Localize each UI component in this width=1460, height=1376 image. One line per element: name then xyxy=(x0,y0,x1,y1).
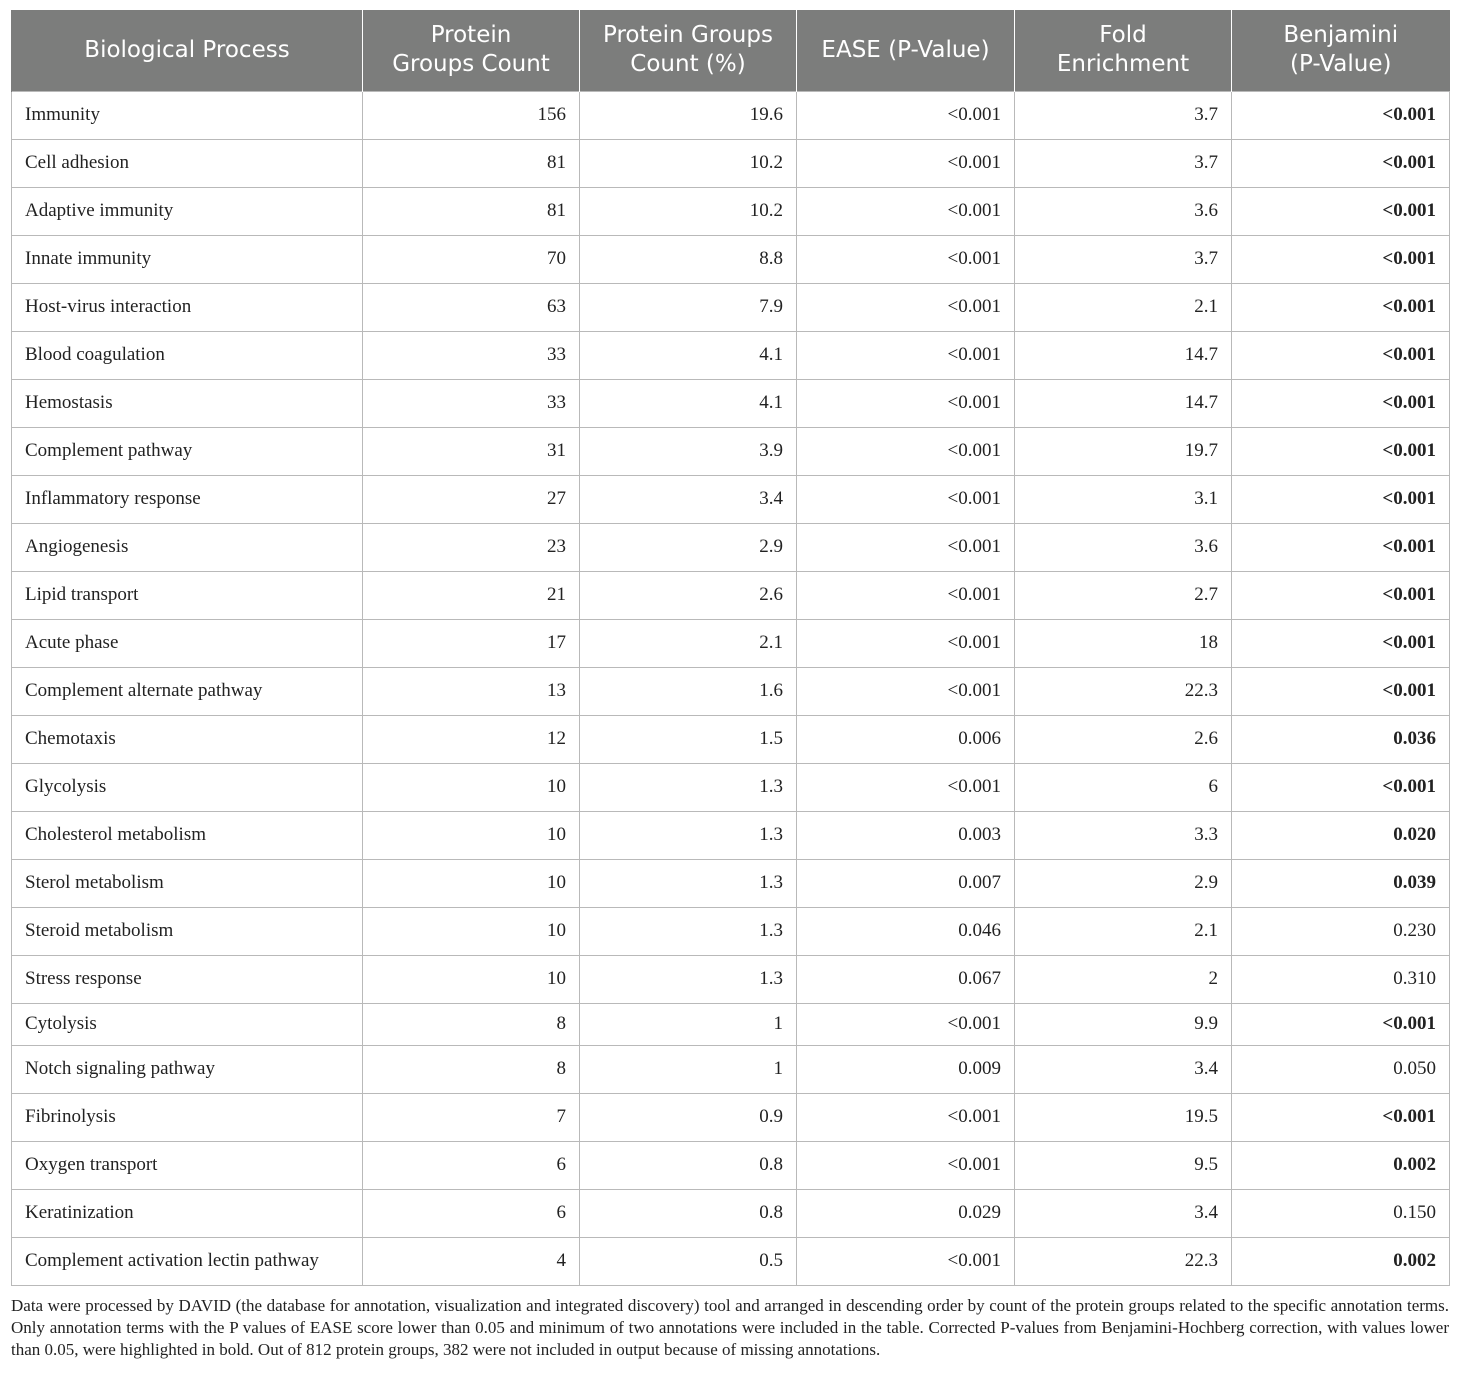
cell-ease: 0.007 xyxy=(797,859,1015,907)
cell-process: Keratinization xyxy=(12,1189,363,1237)
cell-ease: <0.001 xyxy=(797,331,1015,379)
cell-fold: 19.7 xyxy=(1015,427,1232,475)
cell-benjamini: <0.001 xyxy=(1232,427,1450,475)
cell-percent: 1.6 xyxy=(580,667,797,715)
cell-count: 13 xyxy=(363,667,580,715)
cell-percent: 2.6 xyxy=(580,571,797,619)
cell-ease: <0.001 xyxy=(797,283,1015,331)
cell-benjamini: <0.001 xyxy=(1232,475,1450,523)
table-row xyxy=(12,1237,1450,1285)
cell-ease: 0.009 xyxy=(797,1045,1015,1093)
cell-percent: 0.9 xyxy=(580,1093,797,1141)
cell-ease: 0.006 xyxy=(797,715,1015,763)
cell-count: 4 xyxy=(363,1237,580,1285)
cell-ease: <0.001 xyxy=(797,427,1015,475)
table-row xyxy=(12,283,1450,331)
table-row xyxy=(12,235,1450,283)
cell-fold: 18 xyxy=(1015,619,1232,667)
header-line: Protein xyxy=(430,22,512,49)
cell-process: Notch signaling pathway xyxy=(12,1045,363,1093)
cell-benjamini: <0.001 xyxy=(1232,571,1450,619)
cell-percent: 1 xyxy=(580,1003,797,1045)
cell-fold: 2 xyxy=(1015,955,1232,1003)
table-row xyxy=(12,1141,1450,1189)
cell-ease: <0.001 xyxy=(797,139,1015,187)
cell-process: Lipid transport xyxy=(12,571,363,619)
table-body xyxy=(12,91,1450,1285)
cell-process: Oxygen transport xyxy=(12,1141,363,1189)
cell-fold: 3.7 xyxy=(1015,91,1232,139)
header-line: Groups Count xyxy=(392,51,550,78)
cell-ease: 0.046 xyxy=(797,907,1015,955)
cell-count: 10 xyxy=(363,907,580,955)
cell-fold: 3.7 xyxy=(1015,235,1232,283)
cell-count: 6 xyxy=(363,1189,580,1237)
table-row xyxy=(12,955,1450,1003)
cell-count: 63 xyxy=(363,283,580,331)
cell-ease: <0.001 xyxy=(797,523,1015,571)
cell-count: 33 xyxy=(363,331,580,379)
cell-fold: 3.4 xyxy=(1015,1189,1232,1237)
cell-percent: 7.9 xyxy=(580,283,797,331)
cell-fold: 14.7 xyxy=(1015,379,1232,427)
cell-count: 17 xyxy=(363,619,580,667)
table-row xyxy=(12,379,1450,427)
cell-process: Cholesterol metabolism xyxy=(12,811,363,859)
cell-process: Innate immunity xyxy=(12,235,363,283)
table-row xyxy=(12,907,1450,955)
cell-count: 8 xyxy=(363,1045,580,1093)
cell-benjamini: 0.039 xyxy=(1232,859,1450,907)
cell-process: Inflammatory response xyxy=(12,475,363,523)
cell-fold: 3.3 xyxy=(1015,811,1232,859)
table-row xyxy=(12,1045,1450,1093)
header-line: Count (%) xyxy=(630,51,746,78)
cell-percent: 1 xyxy=(580,1045,797,1093)
cell-count: 70 xyxy=(363,235,580,283)
cell-fold: 2.9 xyxy=(1015,859,1232,907)
cell-ease: <0.001 xyxy=(797,187,1015,235)
cell-process: Cell adhesion xyxy=(12,139,363,187)
cell-percent: 0.8 xyxy=(580,1141,797,1189)
cell-fold: 9.5 xyxy=(1015,1141,1232,1189)
cell-process: Fibrinolysis xyxy=(12,1093,363,1141)
cell-process: Adaptive immunity xyxy=(12,187,363,235)
header-line: (P-Value) xyxy=(1290,51,1392,78)
header-line: Benjamini xyxy=(1283,22,1399,49)
cell-process: Immunity xyxy=(12,91,363,139)
cell-percent: 1.3 xyxy=(580,907,797,955)
cell-process: Glycolysis xyxy=(12,763,363,811)
header-fold-enrichment xyxy=(1015,10,1232,91)
cell-ease: <0.001 xyxy=(797,475,1015,523)
cell-fold: 3.6 xyxy=(1015,523,1232,571)
cell-percent: 1.3 xyxy=(580,859,797,907)
cell-process: Complement alternate pathway xyxy=(12,667,363,715)
header-row xyxy=(12,10,1450,91)
cell-process: Host-virus interaction xyxy=(12,283,363,331)
table-footnote: Data were processed by DAVID (the database for annotation, visualization and integrated discovery) tool and arranged in descending order by count of the protein groups related to the specific annotation terms. Only annotation terms with the P values of EASE score lower than 0.05 and minimum of two annotations were included in the table. Corrected P-values from Benjamini-Hochberg correction, with values lower than 0.05, were highlighted in bold. Out of 812 protein groups, 382 were not included in output because of missing annotations. xyxy=(11,1296,1449,1359)
cell-fold: 3.6 xyxy=(1015,187,1232,235)
cell-fold: 22.3 xyxy=(1015,1237,1232,1285)
cell-benjamini: <0.001 xyxy=(1232,1003,1450,1045)
cell-percent: 19.6 xyxy=(580,91,797,139)
cell-count: 10 xyxy=(363,763,580,811)
cell-fold: 2.7 xyxy=(1015,571,1232,619)
cell-ease: 0.003 xyxy=(797,811,1015,859)
table-row xyxy=(12,187,1450,235)
cell-benjamini: <0.001 xyxy=(1232,187,1450,235)
cell-process: Steroid metabolism xyxy=(12,907,363,955)
cell-benjamini: 0.020 xyxy=(1232,811,1450,859)
header-line: Biological Process xyxy=(84,36,290,63)
cell-fold: 2.6 xyxy=(1015,715,1232,763)
cell-count: 31 xyxy=(363,427,580,475)
table-row xyxy=(12,427,1450,475)
cell-benjamini: <0.001 xyxy=(1232,1093,1450,1141)
table-row xyxy=(12,331,1450,379)
cell-benjamini: <0.001 xyxy=(1232,235,1450,283)
table-container xyxy=(11,10,1449,1286)
cell-ease: <0.001 xyxy=(797,763,1015,811)
table-row xyxy=(12,523,1450,571)
cell-percent: 10.2 xyxy=(580,187,797,235)
cell-ease: <0.001 xyxy=(797,571,1015,619)
table-row xyxy=(12,139,1450,187)
cell-fold: 3.7 xyxy=(1015,139,1232,187)
cell-ease: <0.001 xyxy=(797,1003,1015,1045)
enrichment-table xyxy=(11,10,1450,1286)
cell-benjamini: 0.230 xyxy=(1232,907,1450,955)
cell-process: Angiogenesis xyxy=(12,523,363,571)
cell-fold: 14.7 xyxy=(1015,331,1232,379)
cell-process: Stress response xyxy=(12,955,363,1003)
cell-ease: <0.001 xyxy=(797,1093,1015,1141)
cell-percent: 4.1 xyxy=(580,331,797,379)
cell-count: 81 xyxy=(363,187,580,235)
table-row xyxy=(12,571,1450,619)
cell-process: Blood coagulation xyxy=(12,331,363,379)
cell-ease: 0.029 xyxy=(797,1189,1015,1237)
cell-ease: <0.001 xyxy=(797,1141,1015,1189)
cell-fold: 19.5 xyxy=(1015,1093,1232,1141)
cell-percent: 3.9 xyxy=(580,427,797,475)
cell-process: Complement pathway xyxy=(12,427,363,475)
table-row xyxy=(12,715,1450,763)
header-benjamini-p-value xyxy=(1232,10,1450,91)
header-line: Fold xyxy=(1099,22,1147,49)
cell-ease: <0.001 xyxy=(797,235,1015,283)
cell-benjamini: 0.002 xyxy=(1232,1141,1450,1189)
cell-ease: <0.001 xyxy=(797,1237,1015,1285)
cell-percent: 10.2 xyxy=(580,139,797,187)
cell-process: Acute phase xyxy=(12,619,363,667)
header-line: Enrichment xyxy=(1056,51,1190,78)
cell-count: 6 xyxy=(363,1141,580,1189)
cell-count: 33 xyxy=(363,379,580,427)
cell-process: Complement activation lectin pathway xyxy=(12,1237,363,1285)
table-row xyxy=(12,475,1450,523)
header-line: EASE (P-Value) xyxy=(821,36,990,63)
cell-ease: <0.001 xyxy=(797,91,1015,139)
cell-fold: 3.1 xyxy=(1015,475,1232,523)
cell-count: 156 xyxy=(363,91,580,139)
cell-count: 8 xyxy=(363,1003,580,1045)
cell-count: 27 xyxy=(363,475,580,523)
cell-count: 10 xyxy=(363,859,580,907)
cell-benjamini: <0.001 xyxy=(1232,331,1450,379)
cell-benjamini: 0.050 xyxy=(1232,1045,1450,1093)
cell-percent: 2.9 xyxy=(580,523,797,571)
cell-count: 10 xyxy=(363,811,580,859)
table-row xyxy=(12,1093,1450,1141)
cell-percent: 1.3 xyxy=(580,763,797,811)
cell-benjamini: 0.002 xyxy=(1232,1237,1450,1285)
cell-fold: 6 xyxy=(1015,763,1232,811)
header-protein-groups-percent xyxy=(580,10,797,91)
header-biological-process xyxy=(12,10,363,91)
cell-count: 81 xyxy=(363,139,580,187)
cell-percent: 0.5 xyxy=(580,1237,797,1285)
table-row xyxy=(12,667,1450,715)
cell-benjamini: 0.310 xyxy=(1232,955,1450,1003)
cell-percent: 2.1 xyxy=(580,619,797,667)
cell-count: 7 xyxy=(363,1093,580,1141)
cell-percent: 3.4 xyxy=(580,475,797,523)
table-row xyxy=(12,859,1450,907)
cell-ease: <0.001 xyxy=(797,619,1015,667)
cell-benjamini: 0.036 xyxy=(1232,715,1450,763)
cell-process: Cytolysis xyxy=(12,1003,363,1045)
cell-count: 21 xyxy=(363,571,580,619)
cell-benjamini: <0.001 xyxy=(1232,91,1450,139)
cell-benjamini: <0.001 xyxy=(1232,139,1450,187)
header-protein-groups-count xyxy=(363,10,580,91)
cell-ease: <0.001 xyxy=(797,667,1015,715)
cell-process: Sterol metabolism xyxy=(12,859,363,907)
cell-percent: 1.3 xyxy=(580,955,797,1003)
header-ease-p-value xyxy=(797,10,1015,91)
cell-percent: 4.1 xyxy=(580,379,797,427)
cell-process: Hemostasis xyxy=(12,379,363,427)
cell-benjamini: <0.001 xyxy=(1232,763,1450,811)
cell-benjamini: <0.001 xyxy=(1232,667,1450,715)
cell-percent: 1.3 xyxy=(580,811,797,859)
cell-percent: 1.5 xyxy=(580,715,797,763)
cell-benjamini: <0.001 xyxy=(1232,283,1450,331)
table-row xyxy=(12,1189,1450,1237)
cell-ease: 0.067 xyxy=(797,955,1015,1003)
table-row xyxy=(12,619,1450,667)
cell-fold: 2.1 xyxy=(1015,907,1232,955)
cell-count: 12 xyxy=(363,715,580,763)
cell-benjamini: 0.150 xyxy=(1232,1189,1450,1237)
cell-process: Chemotaxis xyxy=(12,715,363,763)
cell-fold: 9.9 xyxy=(1015,1003,1232,1045)
cell-benjamini: <0.001 xyxy=(1232,523,1450,571)
cell-fold: 2.1 xyxy=(1015,283,1232,331)
table-row xyxy=(12,1003,1450,1045)
cell-fold: 22.3 xyxy=(1015,667,1232,715)
cell-percent: 8.8 xyxy=(580,235,797,283)
cell-percent: 0.8 xyxy=(580,1189,797,1237)
table-row xyxy=(12,763,1450,811)
cell-benjamini: <0.001 xyxy=(1232,619,1450,667)
header-line: Protein Groups xyxy=(603,22,773,49)
cell-ease: <0.001 xyxy=(797,379,1015,427)
cell-benjamini: <0.001 xyxy=(1232,379,1450,427)
cell-count: 10 xyxy=(363,955,580,1003)
cell-count: 23 xyxy=(363,523,580,571)
cell-fold: 3.4 xyxy=(1015,1045,1232,1093)
table-row xyxy=(12,811,1450,859)
table-row xyxy=(12,91,1450,139)
